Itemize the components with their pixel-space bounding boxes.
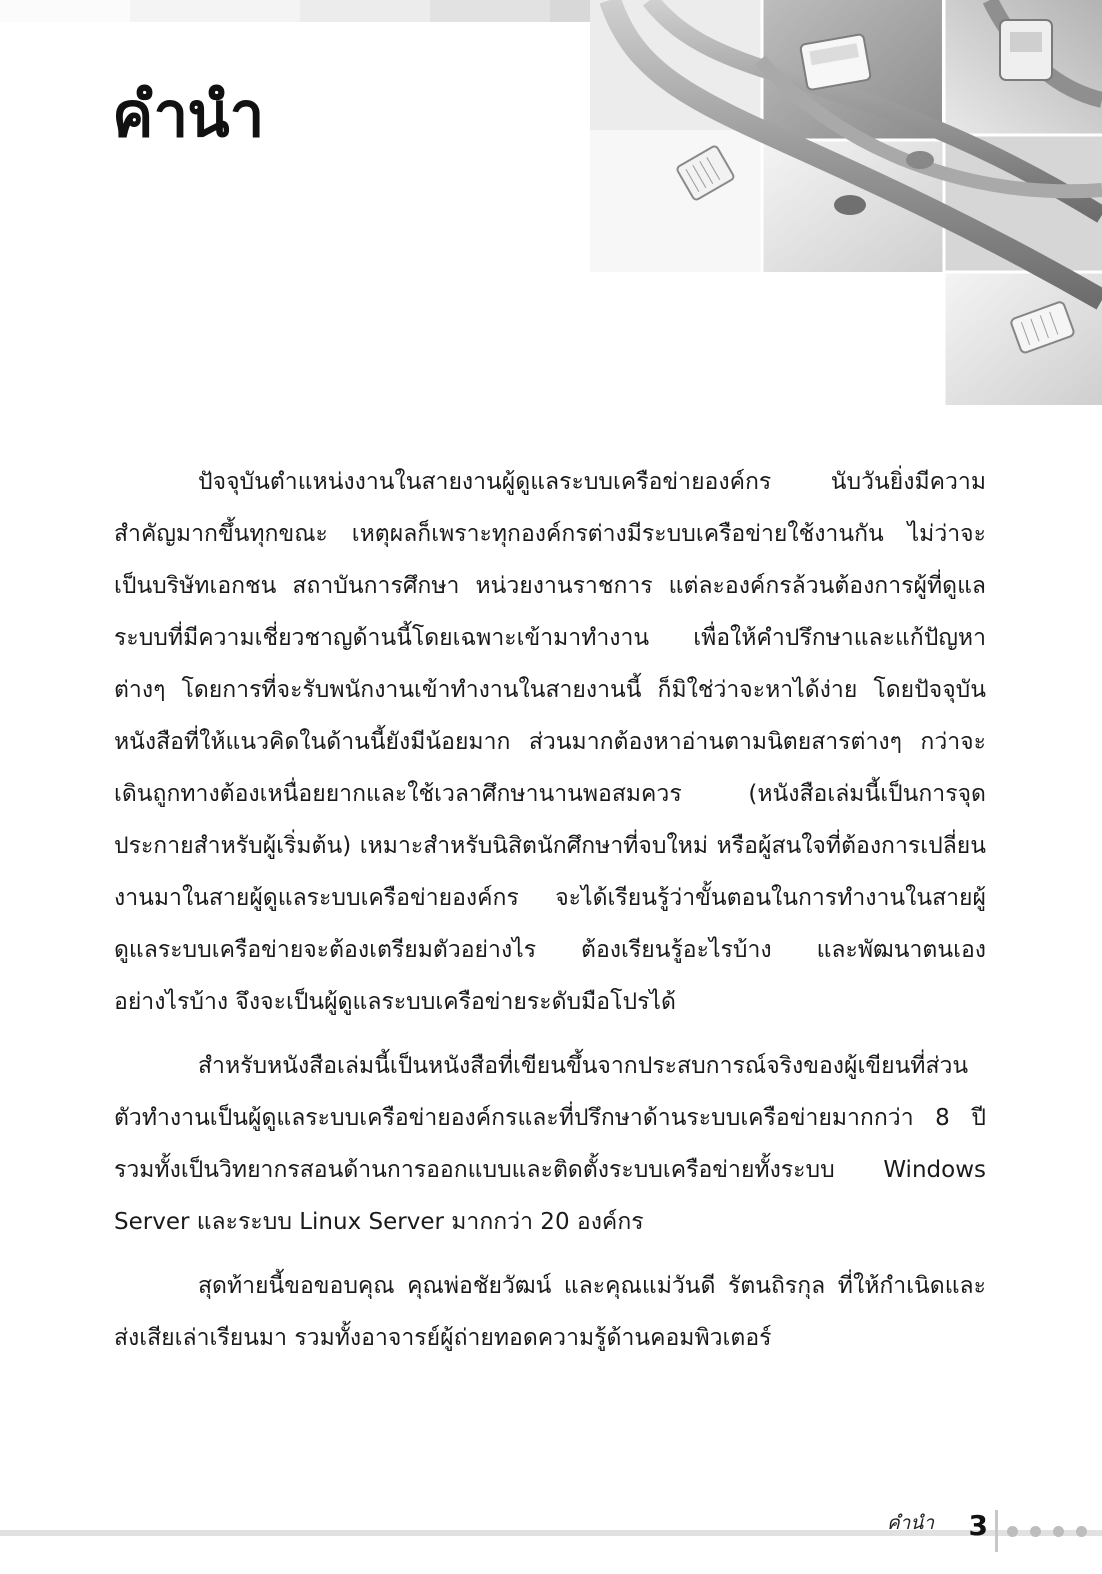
- footer-rule: [0, 1530, 1102, 1536]
- footer-dot: [1053, 1526, 1064, 1537]
- footer-dot: [1076, 1526, 1087, 1537]
- paragraph-3: สุดท้ายนี้ขอขอบคุณ คุณพ่อชัยวัฒน์ และคุณแม่วันดี รัตนถิรกุล ที่ให้กำเนิดและส่งเสียเล่าเรียนมา รวมทั้งอาจารย์ผู้ถ่ายทอดความรู้ด้านคอมพิวเตอร์: [114, 1273, 986, 1351]
- page-title: คำนำ: [112, 78, 264, 151]
- footer-dot: [1007, 1526, 1018, 1537]
- footer-dot: [1030, 1526, 1041, 1537]
- page-number: 3: [968, 1509, 988, 1542]
- preface-body: [114, 456, 986, 1376]
- footer-separator: [995, 1510, 998, 1552]
- cable-connector-illustration: [590, 0, 1102, 405]
- network-cable-photo-collage: [590, 0, 1102, 405]
- paragraph-1: ปัจจุบันตำแหน่งงานในสายงานผู้ดูแลระบบเครือข่ายองค์กร นับวันยิ่งมีความสำคัญมากขึ้นทุกขณะ เหตุผลก็เพราะทุกองค์กรต่างมีระบบเครือข่ายใช้งานกัน ไม่ว่าจะเป็นบริษัทเอกชน สถาบันการศึกษา หน่วยงานราชการ แต่ละองค์กรล้วนต้องการผู้ที่ดูแลระบบที่มีความเชี่ยวชาญด้านนี้โดยเฉพาะเข้ามาทำงาน เพื่อให้คำปรึกษาและแก้ปัญหาต่างๆ โดยการที่จะรับพนักงานเข้าทำงานในสายงานนี้ ก็มิใช่ว่าจะหาได้ง่าย โดยปัจจุบันหนังสือที่ให้แนวคิดในด้านนี้ยังมีน้อยมาก ส่วนมากต้องหาอ่านตามนิตยสารต่างๆ กว่าจะเดินถูกทางต้องเหนื่อยยากและใช้เวลาศึกษานานพอสมควร (หนังสือเล่มนี้เป็นการจุดประกายสำหรับผู้เริ่มต้น) เหมาะสำหรับนิสิตนักศึกษาที่จบใหม่ หรือผู้สนใจที่ต้องการเปลี่ยนงานมาในสายผู้ดูแลระบบเครือข่ายองค์กร จะได้เรียนรู้ว่าขั้นตอนในการทำงานในสายผู้ดูแลระบบเครือข่ายจะต้องเตรียมตัวอย่างไร ต้องเรียนรู้อะไรบ้าง และพัฒนาตนเองอย่างไรบ้าง จึงจะเป็นผู้ดูแลระบบเครือข่ายระดับมือโปรได้: [114, 469, 986, 1015]
- paragraph-2: สำหรับหนังสือเล่มนี้เป็นหนังสือที่เขียนขึ้นจากประสบการณ์จริงของผู้เขียนที่ส่วนตัวทำงานเป็นผู้ดูแลระบบเครือข่ายองค์กรและที่ปรึกษาด้านระบบเครือข่ายมากกว่า 8 ปี รวมทั้งเป็นวิทยากรสอนด้านการออกแบบและติดตั้งระบบเครือข่ายทั้งระบบ Windows Server และระบบ Linux Server มากกว่า 20 องค์กร: [114, 1053, 986, 1235]
- footer-dots: [1007, 1526, 1087, 1537]
- footer-section-label: คำนำ: [886, 1512, 934, 1534]
